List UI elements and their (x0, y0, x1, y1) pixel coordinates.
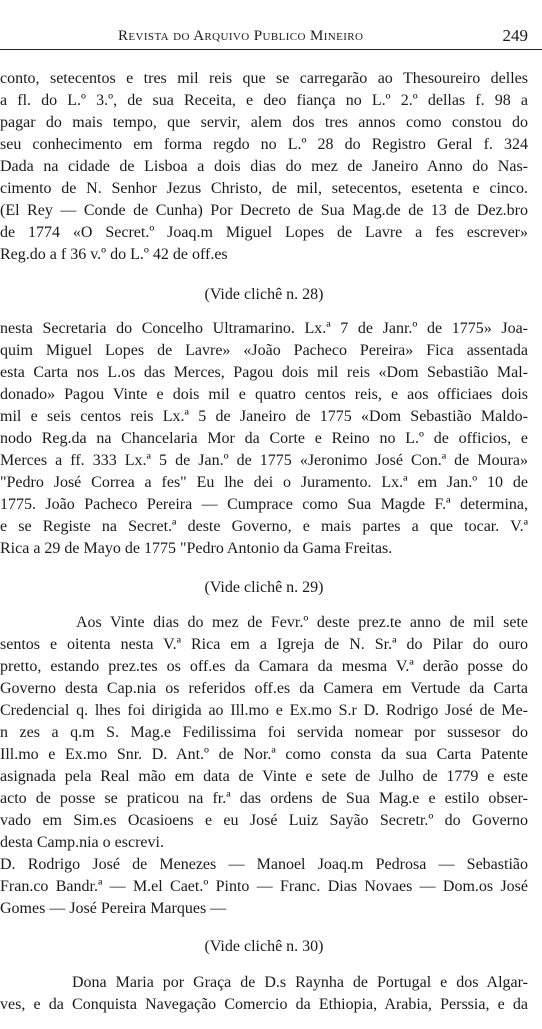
text-line: Dona Maria por Graça de D.s Raynha de Portugal e dos Algar- (72, 974, 528, 991)
text-line: ves, e da Conquista Navegação Comercio da Ethiopia, Arabia, Perssia, e da (0, 996, 528, 1013)
text-line: n zes a q.m S. Mag.e Fedilissima foi servida nomear por sussesor do (0, 724, 528, 741)
text-line: Governo desta Cap.nia os referidos off.es da Camera em Vertude da Carta (0, 680, 528, 697)
running-head (0, 22, 542, 52)
text-line: asignada pela Real mão em data de Vinte e sete de Julho de 1779 e este (0, 768, 528, 785)
text-line: quim Miguel Lopes de Lavre» «João Pacheco Pereira» Fica assentada (0, 342, 528, 359)
text-line: Credencial q. lhes foi dirigida ao Ill.mo e Ex.mo S.r D. Rodrigo José de Me- (0, 702, 528, 719)
text-line: pagar do mais tempo, que servir, alem dos tres annos como constou do (0, 114, 528, 131)
text-line: vado em Sim.es Ocasioens e eu José Luiz Sayão Secretr.º do Governo (0, 812, 528, 829)
text-line: a fl. do L.º 3.º, de sua Receita, e deo fiança no L.º 2.º dellas f. 98 a (0, 92, 528, 109)
text-line: nesta Secretaria do Concelho Ultramarino. Lx.ª 7 de Janr.º de 1775» Joa- (0, 320, 528, 337)
plate-reference: (Vide clichê n. 30) (204, 938, 324, 955)
text-line: "Pedro José Correa a fes" Eu lhe dei o Juramento. Lx.ª em Jan.º 10 de (0, 474, 528, 491)
text-line: Reg.do a f 36 v.º do L.º 42 de off.es (0, 246, 228, 263)
text-line: mil e seis centos reis Lx.ª 5 de Janeiro de 1775 «Dom Sebastião Maldo- (0, 408, 528, 425)
text-line: esta Carta nos L.os das Merces, Pagou dois mil reis «Dom Sebastião Mal- (0, 364, 528, 381)
text-line: (El Rey — Conde de Cunha) Por Decreto de Sua Mag.de de 13 de Dez.bro (0, 202, 528, 219)
text-line: acto de posse se praticou na fr.ª das ordens de Sua Mag.e e estilo obser- (0, 790, 528, 807)
text-line: seu conhecimento em forma regdo no L.º 28 do Registro Geral f. 324 (0, 136, 528, 153)
text-line: donado» Pagou Vinte e dois mil e quatro centos reis, e aos officiaes dois (0, 386, 528, 403)
text-line: e se Registe na Secret.ª deste Governo, e mais partes a que tocar. V.ª (0, 518, 528, 535)
journal-title: Revista do Arquivo Publico Mineiro (118, 28, 364, 44)
text-line: de 1774 «O Secret.º Joaq.m Miguel Lopes de Lavre a fes escrever» (0, 224, 528, 241)
header-rule (0, 49, 542, 50)
page-number: 249 (502, 26, 528, 45)
plate-reference: (Vide clichê n. 28) (204, 286, 324, 303)
text-line: Ill.mo e Ex.mo Snr. D. Ant.º de Nor.ª como consta da sua Carta Patente (0, 746, 528, 763)
text-line: cimento de N. Senhor Jezus Christo, de mil, setecentos, esetenta e cinco. (0, 180, 528, 197)
signatories-line: Gomes — José Pereira Marques — (0, 900, 227, 917)
text-line: pretto, estando prez.tes os off.es da Camara da mesma V.ª derão posse do (0, 658, 528, 675)
text-line: Merces a ff. 333 Lx.ª 5 de Jan.º de 1775 «Jeronimo José Con.ª de Moura» (0, 452, 528, 469)
plate-reference: (Vide clichê n. 29) (204, 579, 324, 596)
text-line: conto, setecentos e tres mil reis que se carregarão ao Thesoureiro delles (0, 70, 528, 87)
text-line: 1775. João Pacheco Pereira — Cumprace como Sua Magde F.ª determina, (0, 496, 528, 513)
text-line: Rica a 29 de Mayo de 1775 "Pedro Antonio da Gama Freitas. (0, 540, 393, 557)
signatories-line: Fran.co Bandr.ª — M.el Caet.º Pinto — Franc. Dias Novaes — Dom.os José (0, 878, 528, 895)
text-line: Aos Vinte dias do mez de Fevr.º deste prez.te anno de mil sete (76, 614, 528, 631)
signatories-line: D. Rodrigo José de Menezes — Manoel Joaq.m Pedrosa — Sebastião (0, 856, 528, 873)
text-line: desta Camp.nia o escrevi. (0, 834, 164, 851)
text-line: nodo Reg.da na Chancelaria Mor da Corte e Reino no L.º de officios, e (0, 430, 528, 447)
text-line: sentos e oitenta nesta V.ª Rica em a Igreja de N. Sr.ª do Pilar do ouro (0, 636, 528, 653)
text-line: Dada na cidade de Lisboa a dois dias do mez de Janeiro Anno do Nas- (0, 158, 528, 175)
